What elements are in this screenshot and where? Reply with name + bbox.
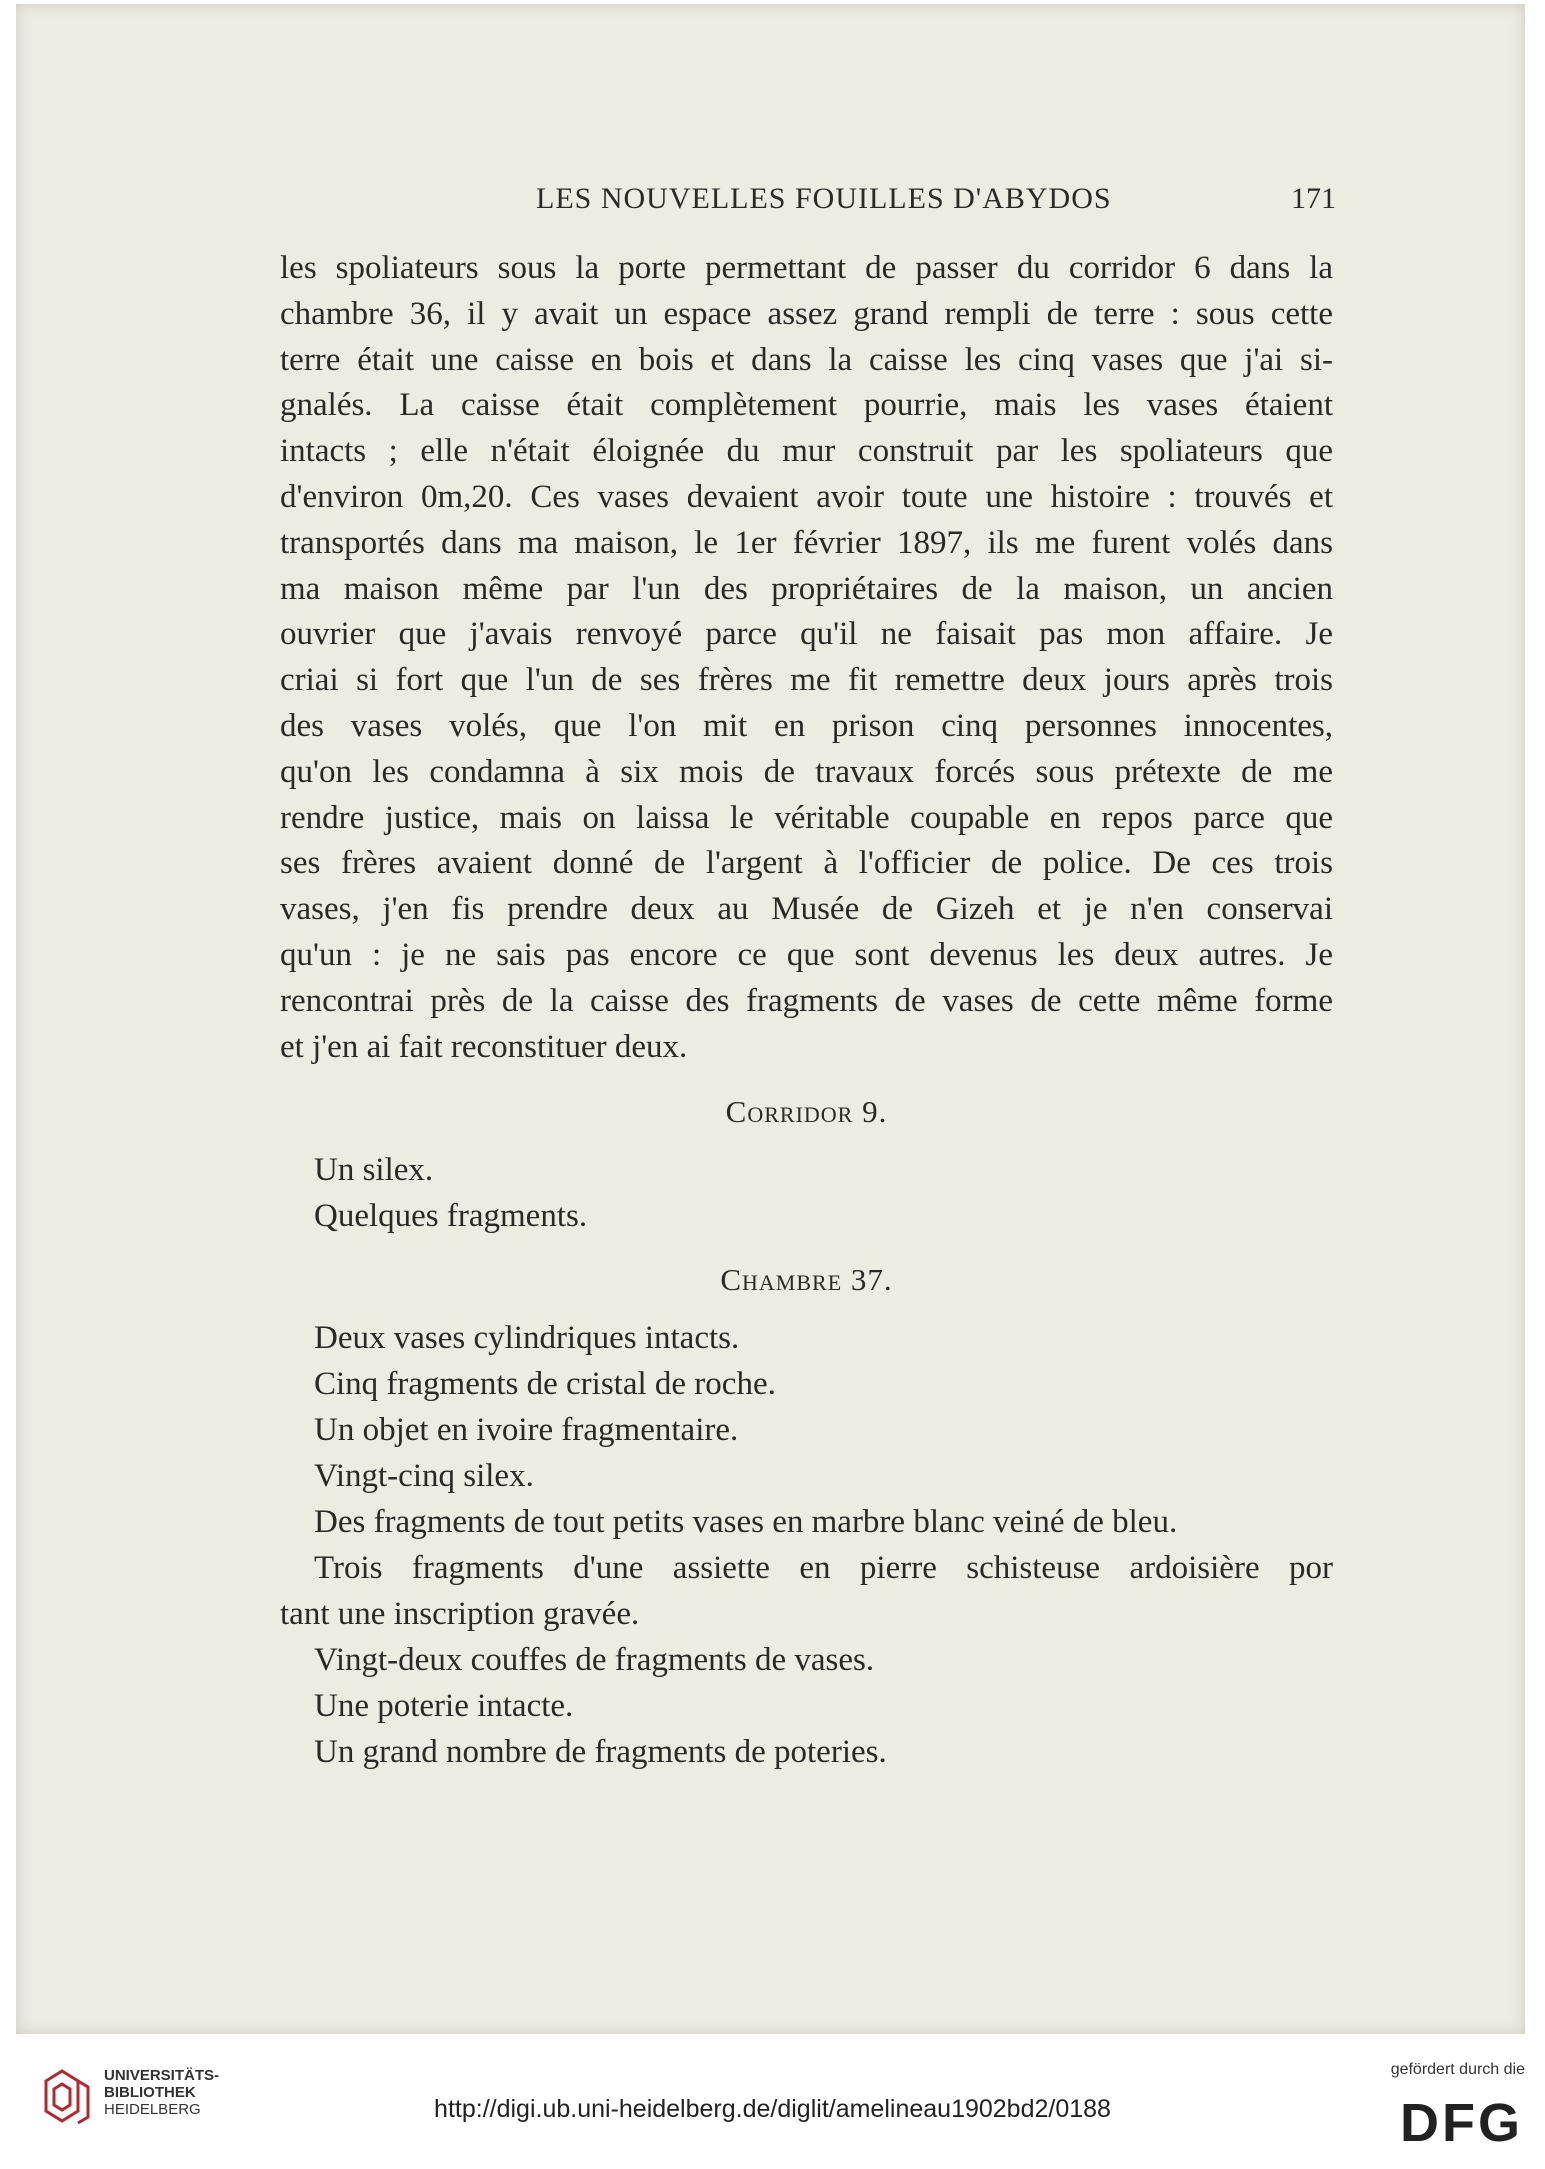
- text-line: gnalés. La caisse était complètement pourrie, mais les vases étaient: [280, 387, 1333, 424]
- list-item: Vingt-deux couffes de fragments de vases.: [314, 1642, 875, 1678]
- list-item-continuation: tant une inscription gravée.: [280, 1596, 640, 1632]
- list-item: Un objet en ivoire fragmentaire.: [314, 1412, 739, 1448]
- text-line: des vases volés, que l'on mit en prison cinq personnes innocentes,: [280, 707, 1333, 744]
- section-heading-corridor: Corridor 9.: [725, 1094, 888, 1129]
- permalink-url[interactable]: http://digi.ub.uni-heidelberg.de/diglit/amelineau1902bd2/0188: [434, 2095, 1111, 2123]
- library-name-line: UNIVERSITÄTS-: [104, 2067, 220, 2084]
- body-paragraph: [280, 246, 1333, 1070]
- inventory-list-corridor: [280, 1147, 1333, 1239]
- text-line: terre était une caisse en bois et dans la caisse les cinq vases que j'ai si-: [280, 341, 1333, 378]
- list-item: Un silex.: [314, 1152, 434, 1188]
- text-line: ouvrier que j'avais renvoyé parce qu'il ne faisait pas mon affaire. Je: [280, 616, 1333, 653]
- text-line: les spoliateurs sous la porte permettant de passer du corridor 6 dans la: [280, 250, 1333, 286]
- text-line: chambre 36, il y avait un espace assez grand rempli de terre : sous cette: [280, 295, 1333, 332]
- text-line: ses frères avaient donné de l'argent à l'officier de police. De ces trois: [280, 845, 1333, 882]
- text-line: d'environ 0m,20. Ces vases devaient avoir toute une histoire : trouvés et: [280, 478, 1333, 515]
- text-line: vases, j'en fis prendre deux au Musée de Gizeh et je n'en conservai: [280, 891, 1333, 928]
- text-line: qu'un : je ne sais pas encore ce que sont devenus les deux autres. Je: [280, 936, 1333, 973]
- paper-sheet: [16, 4, 1525, 2034]
- text-line: ma maison même par l'un des propriétaires de la maison, un ancien: [280, 570, 1333, 607]
- sponsor-label: gefördert durch die: [1390, 2061, 1525, 2078]
- list-item: Deux vases cylindriques intacts.: [314, 1320, 740, 1356]
- list-item: Des fragments de tout petits vases en marbre blanc veiné de bleu.: [314, 1504, 1178, 1540]
- text-line: transportés dans ma maison, le 1er février 1897, ils me furent volés dans: [280, 524, 1333, 561]
- list-item: Quelques fragments.: [314, 1198, 588, 1234]
- library-name-line: HEIDELBERG: [104, 2101, 201, 2118]
- page-number: 171: [1291, 182, 1336, 215]
- text-line: rencontrai près de la caisse des fragments de vases de cette même forme: [280, 982, 1333, 1019]
- library-name-line: BIBLIOTHEK: [104, 2084, 196, 2101]
- section-heading-chambre: Chambre 37.: [720, 1262, 893, 1297]
- text-line: rendre justice, mais on laissa le véritable coupable en repos parce que: [280, 799, 1333, 836]
- text-line: et j'en ai fait reconstituer deux.: [280, 1028, 688, 1065]
- list-item: Un grand nombre de fragments de poteries.: [314, 1734, 887, 1770]
- list-item: Trois fragments d'une assiette en pierre schisteuse ardoisière por: [314, 1550, 1333, 1586]
- text-line: qu'on les condamna à six mois de travaux forcés sous prétexte de me: [280, 753, 1333, 790]
- dfg-logo: DFG: [1400, 2093, 1523, 2153]
- list-item: Cinq fragments de cristal de roche.: [314, 1366, 776, 1402]
- list-item: Une poterie intacte.: [314, 1688, 574, 1724]
- text-line: criai si fort que l'un de ses frères me fit remettre deux jours après trois: [280, 662, 1333, 699]
- running-title: LES NOUVELLES FOUILLES D'ABYDOS: [536, 182, 1112, 215]
- viewer-footer: [0, 2045, 1545, 2169]
- page-header: [276, 182, 1336, 222]
- inventory-list-chambre: [280, 1315, 1333, 1775]
- text-line: intacts ; elle n'était éloignée du mur construit par les spoliateurs que: [280, 433, 1333, 470]
- list-item: Vingt-cinq silex.: [314, 1458, 534, 1494]
